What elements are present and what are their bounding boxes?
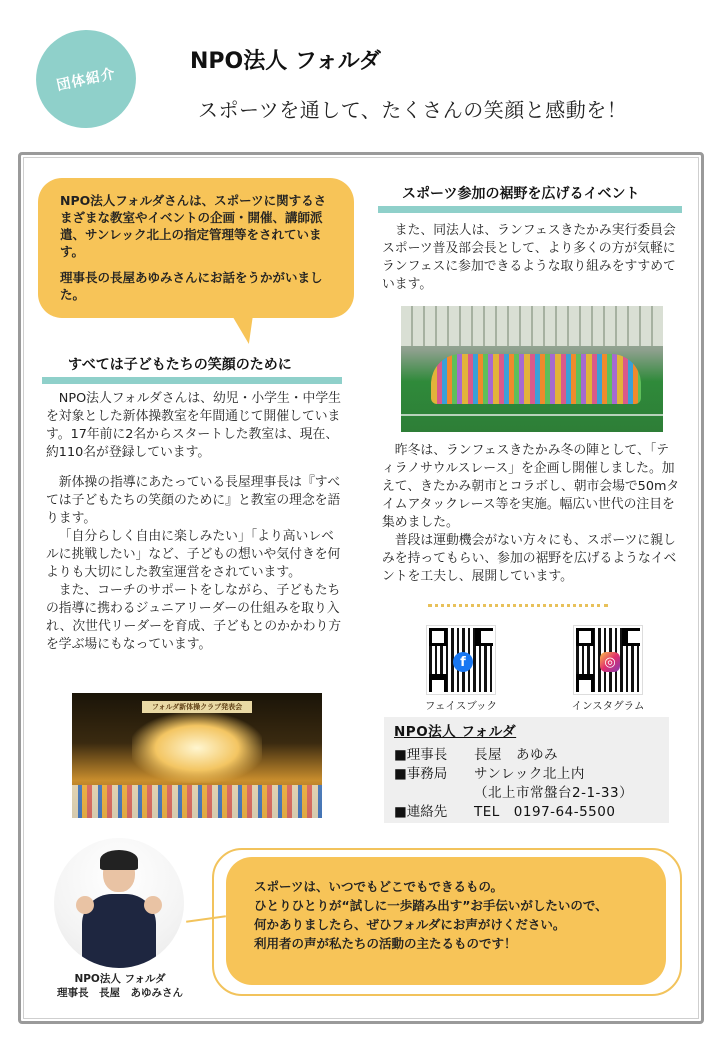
info-key: ■連絡先 [394,804,448,820]
info-row [394,784,659,803]
info-value: （北上市常盤台2-1-33） [474,785,634,801]
quote-line: ひとりひとりが“試しに一歩踏み出す”お手伝いがしたいので、 [254,898,608,913]
dotted-divider [428,604,608,607]
left-body [46,390,346,654]
performers [72,785,322,818]
chairperson-photo [54,838,184,968]
right-paragraph: 普段は運動機会がない方々にも、スポーツに親しみを持ってもらい、参加の裾野を広げるようなイベントを工夫し、展開しています。 [382,533,677,584]
stage-light [132,713,262,783]
info-title: NPO法人 フォルダ [394,724,517,740]
info-key [394,784,474,803]
right-paragraph: また、同法人は、ランフェスきたかみ実行委員会スポーツ普及部会長として、より多くの方が気軽にランフェスに参加できるような取り組みをすすめています。 [382,223,676,292]
quote-line: 何かありましたら、ぜひフォルダにお声がけください。 [254,917,566,932]
quote-line: スポーツは、いつでもどこでもできるもの。 [254,879,504,894]
recital-photo [72,693,322,818]
left-paragraph: 「自分らしく自由に楽しみたい」「より高いレベルに挑戦したい」など、子どもの想いや気付きを何よりも大切にした教室運営をされています。 [46,529,341,580]
info-value: TEL 0197-64-5500 [474,804,616,820]
left-paragraph: 新体操の指導にあたっている長屋理事長は『すべては子どもたちの笑顔のために』と教室の理念を語ります。 [46,475,341,526]
right-body-bottom [382,442,680,586]
org-title: NPO法人 フォルダ [190,49,381,74]
gym-roof [401,306,663,346]
left-heading: すべては子どもたちの笑顔のために [68,357,292,373]
caption-name: 理事長 長屋 あゆみさん [57,987,183,999]
info-value: 長屋 あゆみ [474,747,558,763]
intro-bubble [38,178,354,318]
right-paragraph: 昨冬は、ランフェスきたかみ冬の陣として、「ティラノサウルスレース」を企画し開催しました。加えて、きたかみ朝市とコラボし、朝市会場で50mタイムアタックレース等を実施。幅広い世代の注目を集めました。 [382,443,680,530]
profile-caption [40,972,200,1000]
left-paragraph: NPO法人フォルダさんは、幼児・小学生・中学生を対象とした新体操教室を年間通じて開催しています。17年前に2名からスタートした教室は、現在、約110名が登録しています。 [46,391,341,460]
event-photo [401,306,663,432]
avatar-hair [100,850,138,870]
avatar-fist [144,896,162,914]
contact-info-box [384,717,669,823]
recital-banner: フォルダ新体操クラブ発表会 [142,701,252,713]
info-key: ■事務局 [394,766,448,782]
section-badge: 団体紹介 [27,21,145,138]
caption-org: NPO法人 フォルダ [74,973,166,985]
info-row [394,746,659,765]
quote-line: 利用者の声が私たちの活動の主たるものです！ [254,936,517,951]
right-heading: スポーツ参加の裾野を広げるイベント [402,186,640,202]
instagram-icon: ◎ [600,652,620,672]
intro-interview-note: 理事長の長屋あゆみさんにお話をうかがいました。 [60,270,323,302]
info-value: サンレック北上内 [474,766,585,782]
facebook-label: フェイスブック [424,700,498,712]
left-paragraph: また、コーチのサポートをしながら、子どもたちの指導に携わるジュニアリーダーの仕組みを取り入れ、次世代リーダーを育成、子どもとのかかわり方を学ぶ場にもなっています。 [46,583,342,652]
intro-text: NPO法人フォルダさんは、スポーツに関するさまざまな教室やイベントの企画・開催、講師派遣、サンレック北上の指定管理等をされています。 [60,193,327,259]
quote-bubble [226,857,666,985]
info-row [394,803,659,822]
instagram-qr-code[interactable] [574,626,642,694]
right-body-top [382,222,678,294]
info-row [394,765,659,784]
right-heading-bar [378,206,682,213]
tagline: スポーツを通して、たくさんの笑顔と感動を！ [198,98,628,122]
court-line [401,414,663,416]
instagram-label: インスタグラム [571,700,645,712]
facebook-icon: f [453,652,473,672]
facebook-qr-code[interactable] [427,626,495,694]
dinosaur-costume-crowd [431,354,641,404]
info-key: ■理事長 [394,747,448,763]
avatar-fist [76,896,94,914]
left-heading-bar [42,377,342,384]
